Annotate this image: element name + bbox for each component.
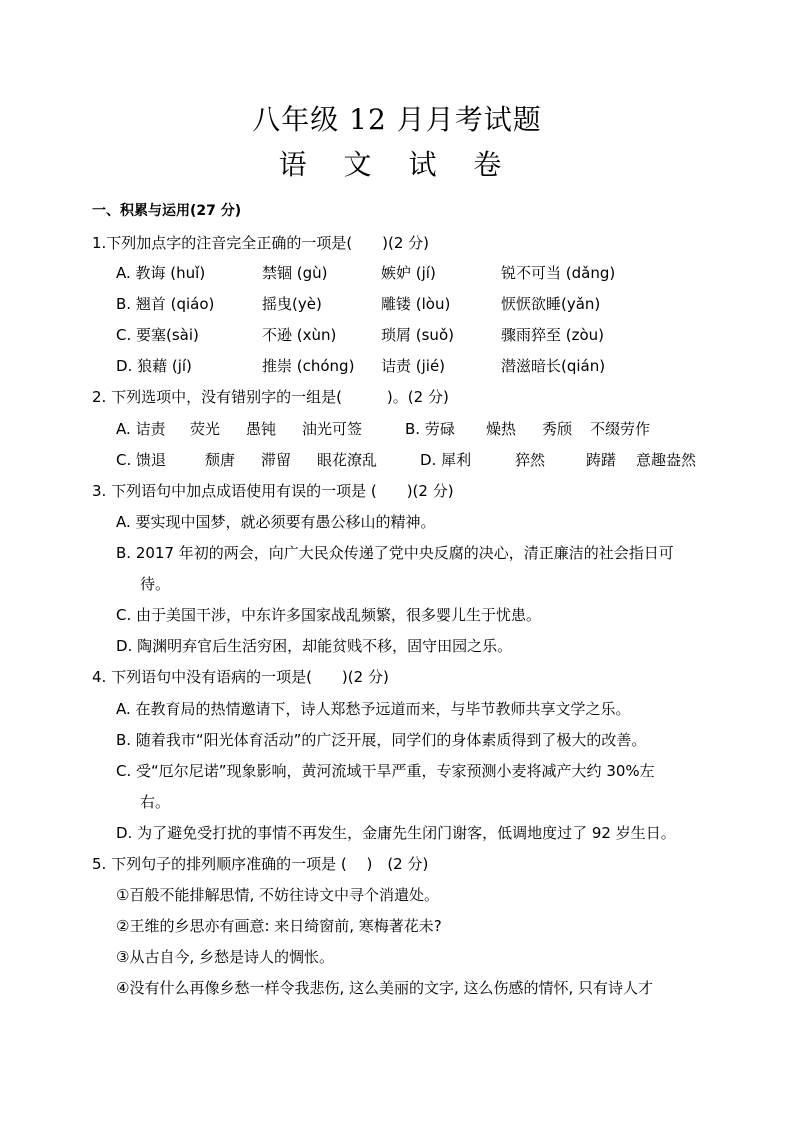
exam-subtitle: 语 文 试 卷 [278, 148, 516, 181]
q5-sentence-4: ④没有什么再像乡愁一样令我悲伤, 这么美丽的文字, 这么伤感的情怀, 只有诗人才 [116, 979, 654, 997]
q1-option-b-4: 恹恹欲睡(yǎn) [501, 295, 601, 313]
q1-option-a-1: A. 教诲 (huǐ) [116, 264, 206, 282]
question-3-stem: 3. 下列语句中加点成语使用有误的一项是 ( )(2 分) [92, 482, 454, 500]
q1-option-b-3: 雕镂 (lòu) [381, 295, 451, 313]
q1-option-c-3: 琐屑 (suǒ) [381, 326, 454, 344]
q1-option-d-2: 推崇 (chóng) [262, 357, 355, 375]
q2-d-4: 意趣盎然 [636, 451, 697, 469]
q2-a-4: 油光可签 [302, 420, 363, 438]
exam-title: 八年级 12 月月考试题 [252, 103, 542, 136]
q1-option-c-2: 不逊 (xùn) [262, 326, 337, 344]
q2-d-2: 猝然 [515, 451, 546, 469]
question-2-stem: 2. 下列选项中，没有错别字的一组是( )。(2 分) [92, 388, 449, 406]
q1-option-d-1: D. 狼藉 (jí) [116, 357, 192, 375]
q2-c-1: C. 馈退 [116, 451, 167, 469]
section-heading: 一、积累与运用(27 分) [92, 203, 242, 219]
q2-c-2: 颓唐 [205, 451, 236, 469]
q1-option-c-4: 骤雨猝至 (zòu) [501, 326, 605, 344]
q3-option-b-continued: 待。 [140, 575, 171, 593]
q2-c-4: 眼花潦乱 [317, 451, 378, 469]
q2-a-3: 愚钝 [246, 420, 277, 438]
q3-option-d: D. 陶渊明弃官后生活穷困，却能贫贱不移，固守田园之乐。 [116, 637, 513, 655]
q4-option-d: D. 为了避免受打扰的事情不再发生，金庸先生闭门谢客，低调地度过了 92 岁生日。 [116, 824, 676, 842]
question-1-stem: 1.下列加点字的注音完全正确的一项是( )(2 分) [92, 234, 430, 252]
q2-d-3: 踌躇 [586, 451, 617, 469]
q4-option-c: C. 受“厄尔尼诺”现象影响，黄河流域干旱严重，专家预测小麦将减产大约 30%左 [116, 762, 655, 780]
q2-c-3: 滞留 [261, 451, 292, 469]
q2-a-2: 荧光 [190, 420, 221, 438]
question-4-stem: 4. 下列语句中没有语病的一项是( )(2 分) [92, 668, 389, 686]
q5-sentence-2: ②王维的乡思亦有画意: 来日绮窗前, 寒梅著花未? [116, 917, 442, 935]
q4-option-b: B. 随着我市“阳光体育活动”的广泛开展，同学们的身体素质得到了极大的改善。 [116, 731, 647, 749]
q3-option-a: A. 要实现中国梦，就必须要有愚公移山的精神。 [116, 513, 436, 531]
q1-option-a-2: 禁锢 (gù) [262, 264, 328, 282]
q2-d-1: D. 犀利 [420, 451, 472, 469]
q1-option-d-3: 诘责 (jié) [381, 357, 446, 375]
q5-sentence-1: ①百般不能排解思情, 不妨往诗文中寻个消遣处。 [116, 886, 439, 904]
q4-option-a: A. 在教育局的热情邀请下，诗人郑愁予远道而来，与毕节教师共享文学之乐。 [116, 700, 631, 718]
q1-option-d-4: 潜滋暗长(qián) [501, 357, 606, 375]
q2-b-4: 不缀劳作 [590, 420, 651, 438]
q3-option-c: C. 由于美国干涉，中东许多国家战乱频繁，很多婴儿生于忧患。 [116, 606, 542, 624]
q1-option-a-3: 嫉妒 (jí) [381, 264, 436, 282]
q4-option-c-continued: 右。 [140, 793, 171, 811]
q2-b-1: B. 劳碌 [405, 420, 455, 438]
question-5-stem: 5. 下列句子的排列顺序准确的一项是 ( ) (2 分) [92, 855, 429, 873]
q1-option-b-1: B. 翘首 (qiáo) [116, 295, 215, 313]
q5-sentence-3: ③从古自今, 乡愁是诗人的惆怅。 [116, 948, 334, 966]
q2-b-3: 秀颀 [542, 420, 573, 438]
q2-a-1: A. 诘责 [116, 420, 166, 438]
q1-option-a-4: 锐不可当 (dǎng) [501, 264, 616, 282]
q1-option-b-2: 摇曳(yè) [262, 295, 322, 313]
q3-option-b: B. 2017 年初的两会，向广大民众传递了党中央反腐的决心，清正廉洁的社会指日可 [116, 544, 674, 562]
q2-b-2: 燥热 [486, 420, 517, 438]
q1-option-c-1: C. 要塞(sài) [116, 326, 199, 344]
